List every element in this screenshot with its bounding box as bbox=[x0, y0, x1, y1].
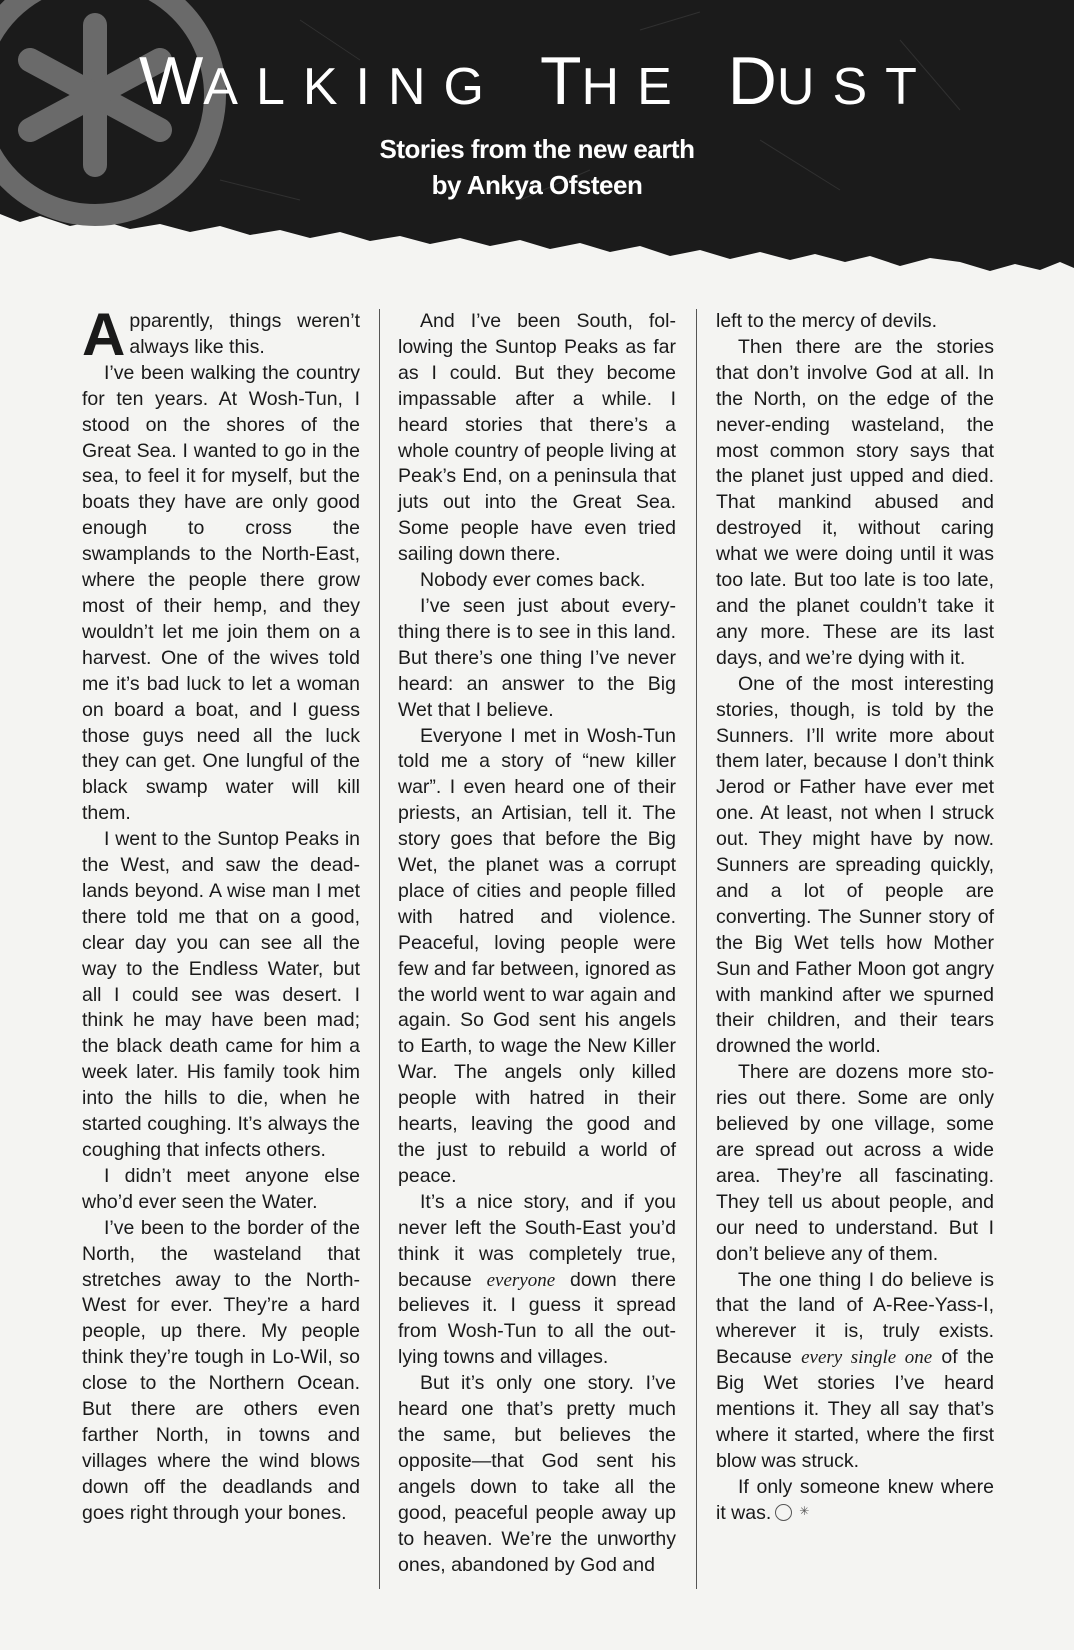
paragraph: Then there are the stories that don’t involve God at all. In the North, on the edge of the never-ending wasteland, the most common story says that the planet just upped and died. That mankind abused and destroyed it, without caring what we were doing until it was too late. But too late is too late, and the planet couldn’t take it any more. These are its last days, and we’re dying with it. bbox=[716, 335, 994, 669]
header-banner bbox=[0, 0, 1074, 290]
column-divider bbox=[696, 309, 697, 1589]
end-mark-icon bbox=[775, 1504, 792, 1521]
paragraph: There are dozens more stories out there. Some are only believed by one village, some are spread out across a wide area. They’re all fascinating. They tell us about people, and our need to understand. But I don’t believe any of them. bbox=[716, 1061, 994, 1265]
paragraph: I went to the Suntop Peaks in the West, and saw the deadlands beyond. A wise man I met there told me that on a good, clear day you can see all the way to the Endless Water, but all I could see was desert. I think he may have been mad; the black death came for him a week later. His family took him into the hills to die, when he started coughing. It’s always the coughing that infects others. bbox=[82, 828, 360, 1161]
paragraph: The one thing I do believe is that the land of A-Ree-Yass-I, wherever it is, truly exists. Because every single one of the Big Wet stories I’ve heard mentions it. They all say that’s where it started, where the first blow was struck. bbox=[716, 1268, 994, 1472]
paragraph: It’s a nice story, and if you never left the South-East you’d think it was completely true, because everyone down there believes it. I guess it spread from Wosh-Tun to all the outlying towns and villages. bbox=[398, 1190, 676, 1369]
paragraph: left to the mercy of devils. bbox=[716, 310, 938, 332]
paragraph: But it’s only one story. I’ve heard one that’s pretty much the same, but believes the opposite—that God sent his angels down to take all the good, peaceful people away up to heaven. We’re the unworthy ones, abandoned by God and bbox=[398, 1372, 676, 1576]
paragraph: I’ve been to the border of the North, the wasteland that stretches away to the North-West for ever. They’re a hard people, up there. My people think they’re tough in Lo-Wil, so close to the Northern Ocean. But there are others even farther North, in towns and villages where the wind blows down off the deadlands and goes right through your bones. bbox=[82, 1216, 360, 1524]
page-title: WALKING THE DUST bbox=[139, 43, 935, 119]
paragraph: One of the most interesting stories, though, is told by the Sunners. I’ll write more about them later, because I don’t think Jerod or Father have ever met one. At least, not when I struck out. They might have by now. Sunners are spreading quickly, and a lot of people are converting. The Sunner story of the Big Wet tells how Mother Sun and Father Moon got angry with mankind after we spurned their children, and their tears drowned the world. bbox=[716, 672, 994, 1058]
emphasis: everyone bbox=[486, 1269, 556, 1291]
article-column-2 bbox=[398, 309, 676, 1584]
paragraph: I didn’t meet anyone else who’d ever seen the Water. bbox=[82, 1164, 360, 1213]
paragraph: Everyone I met in Wosh-Tun told me a story of “new killer war”. I even heard one of their priests, an Artisian, tell it. The story goes that before the Big Wet, the planet was a corrupt place of cities and people filled with hatred and violence. Peaceful, loving people were few and far between, ignored as the world went to war again and again. So God sent his angels to Earth, to wage the New Killer War. The angels only killed people with hatred in their hearts, leaving the good and the just to rebuild a world of peace. bbox=[398, 724, 676, 1187]
article-column-1 bbox=[82, 301, 360, 1584]
paragraph: If only someone knew where it was.✳ bbox=[716, 1475, 994, 1527]
drop-cap: A bbox=[82, 301, 126, 368]
article-column-3 bbox=[716, 309, 994, 1584]
paragraph: I’ve seen just about everything there is to see in this land. But there’s one thing I’ve never heard: an answer to the Big Wet that I believe. bbox=[398, 594, 676, 721]
paragraph: I’ve been walking the country for ten years. At Wosh-Tun, I stood on the shores of the Great Sea. I wanted to go in the sea, to feel it for myself, but the boats they have are only good enough to cross the swamplands to the North-East, where the people there grow most of their hemp, and they wouldn’t let me join them on a harvest. One of the wives told me it’s bad luck to let a woman on board a boat, and I guess those guys need all the luck they can get. One lungful of the black swamp water will kill them. bbox=[82, 361, 360, 825]
byline: by Ankya Ofsteen bbox=[431, 170, 643, 200]
emphasis: every single one bbox=[801, 1347, 933, 1369]
subtitle: Stories from the new earth bbox=[379, 134, 695, 164]
column-divider bbox=[379, 309, 380, 1589]
article-body bbox=[82, 301, 994, 1584]
paragraph: And I’ve been South, following the Suntop Peaks as far as I could. But they become impassable after a while. I heard stories that there’s a whole country of people living at Peak’s End, on a peninsula that juts out into the Great Sea. Some people have even tried sailing down there. bbox=[398, 310, 676, 566]
paragraph: Apparently, things weren’t always like this. bbox=[82, 301, 360, 368]
paragraph: Nobody ever comes back. bbox=[420, 569, 646, 592]
